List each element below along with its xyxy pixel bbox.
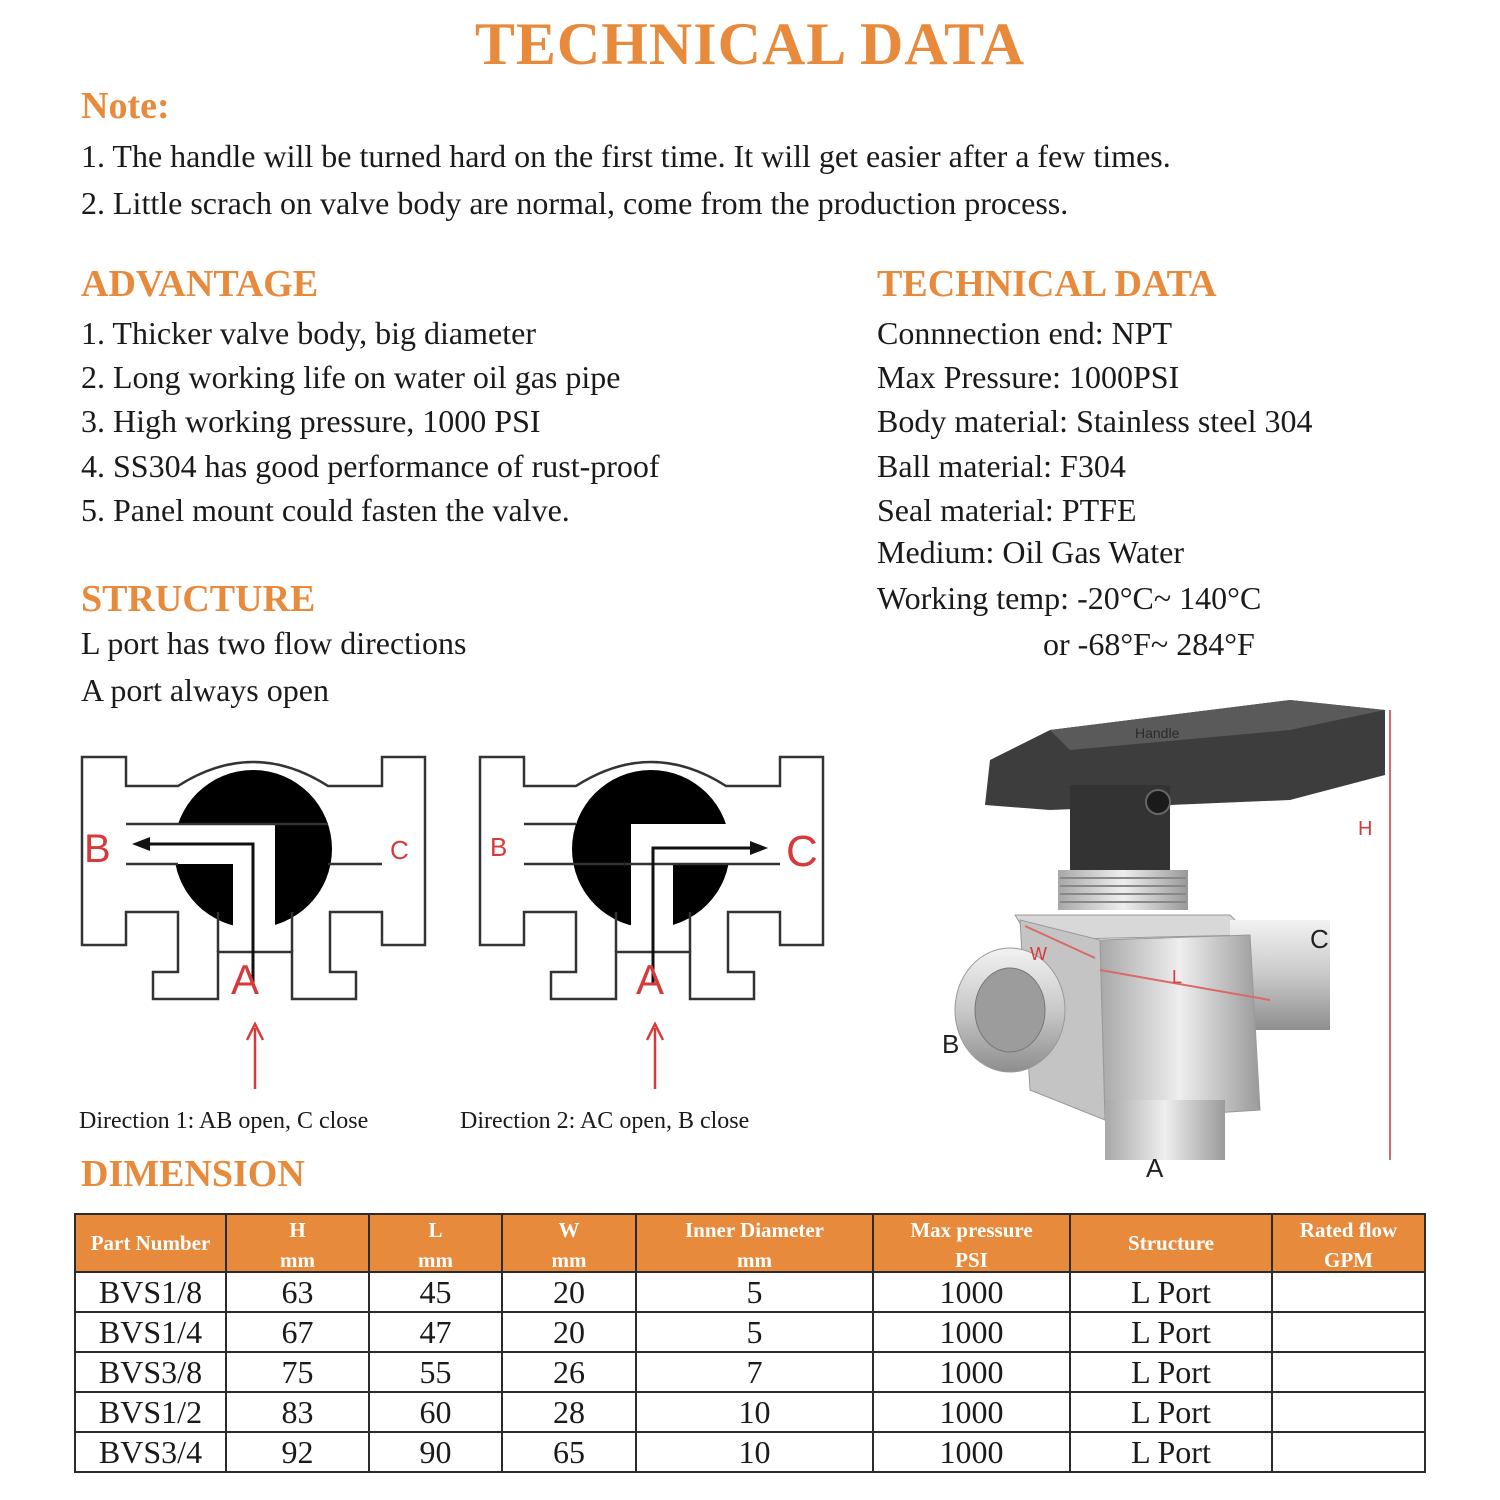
- cell-h: 75: [226, 1352, 369, 1392]
- cell-part-number: BVS1/2: [75, 1392, 226, 1432]
- valve-photo: [930, 690, 1410, 1190]
- table-row: [75, 1352, 1425, 1392]
- table-row: [75, 1312, 1425, 1352]
- direction-1-caption: Direction 1: AB open, C close: [79, 1108, 369, 1134]
- cell-structure: L Port: [1070, 1352, 1272, 1392]
- col-part-number: Part Number: [75, 1214, 226, 1272]
- note-item-2: 2. Little scrach on valve body are normal, come from the production process.: [81, 185, 1069, 221]
- col-max-pressure: Max pressure PSI: [873, 1214, 1070, 1272]
- cell-max-pressure: 1000: [873, 1352, 1070, 1392]
- structure-item-1: L port has two flow directions: [81, 625, 467, 661]
- technical-heading: TECHNICAL DATA: [877, 263, 1217, 305]
- cell-l: 55: [369, 1352, 502, 1392]
- h-label: H: [1358, 818, 1373, 840]
- cell-structure: L Port: [1070, 1392, 1272, 1432]
- port-a-label-1: A: [231, 956, 260, 1003]
- cell-max-pressure: 1000: [873, 1272, 1070, 1312]
- table-row: [75, 1272, 1425, 1312]
- cell-rated-flow: [1272, 1432, 1425, 1472]
- tech-working-temp: Working temp: -20°C~ 140°C: [877, 580, 1262, 616]
- tech-ball-material: Ball material: F304: [877, 448, 1126, 484]
- cell-rated-flow: [1272, 1392, 1425, 1432]
- cell-structure: L Port: [1070, 1312, 1272, 1352]
- advantage-item-5: 5. Panel mount could fasten the valve.: [81, 492, 570, 528]
- dimension-table: [74, 1213, 1426, 1473]
- port-b-label-1: B: [84, 827, 111, 871]
- dimension-heading: DIMENSION: [81, 1153, 305, 1195]
- cell-rated-flow: [1272, 1312, 1425, 1352]
- structure-item-2: A port always open: [81, 672, 329, 708]
- cell-l: 47: [369, 1312, 502, 1352]
- cell-part-number: BVS3/4: [75, 1432, 226, 1472]
- cell-w: 26: [502, 1352, 636, 1392]
- cell-w: 20: [502, 1312, 636, 1352]
- note-item-1: 1. The handle will be turned hard on the first time. It will get easier after a few times.: [81, 138, 1171, 174]
- cell-h: 92: [226, 1432, 369, 1472]
- col-rated-flow: Rated flow GPM: [1272, 1214, 1425, 1272]
- advantage-item-3: 3. High working pressure, 1000 PSI: [81, 403, 541, 439]
- set-screw: [1146, 790, 1170, 814]
- valve-body: [1100, 935, 1260, 1120]
- handle-text: Handle: [1135, 725, 1180, 741]
- port-b-label-2: B: [490, 832, 508, 862]
- cell-part-number: BVS3/8: [75, 1352, 226, 1392]
- tech-connection: Connnection end: NPT: [877, 315, 1173, 351]
- cell-l: 90: [369, 1432, 502, 1472]
- port-c-label-1: C: [390, 835, 409, 865]
- tech-medium: Medium: Oil Gas Water: [877, 534, 1184, 570]
- advantage-item-1: 1. Thicker valve body, big diameter: [81, 315, 536, 351]
- cell-max-pressure: 1000: [873, 1432, 1070, 1472]
- structure-heading: STRUCTURE: [81, 578, 316, 620]
- cell-part-number: BVS1/4: [75, 1312, 226, 1352]
- cell-inner-diameter: 7: [636, 1352, 873, 1392]
- flow-diagram-1: [78, 752, 430, 1097]
- cell-l: 60: [369, 1392, 502, 1432]
- tech-seal-material: Seal material: PTFE: [877, 492, 1137, 528]
- cell-rated-flow: [1272, 1352, 1425, 1392]
- photo-port-b-label: B: [942, 1029, 960, 1059]
- cell-structure: L Port: [1070, 1432, 1272, 1472]
- col-structure: Structure: [1070, 1214, 1272, 1272]
- table-row: [75, 1392, 1425, 1432]
- note-heading: Note:: [81, 85, 170, 127]
- cell-inner-diameter: 5: [636, 1272, 873, 1312]
- cell-structure: L Port: [1070, 1272, 1272, 1312]
- cell-w: 20: [502, 1272, 636, 1312]
- cell-inner-diameter: 10: [636, 1392, 873, 1432]
- panel-nut: [1058, 870, 1188, 910]
- cell-h: 83: [226, 1392, 369, 1432]
- cell-part-number: BVS1/8: [75, 1272, 226, 1312]
- photo-port-a-label: A: [1146, 1153, 1164, 1183]
- advantage-item-2: 2. Long working life on water oil gas pipe: [81, 359, 621, 395]
- l-label: L: [1172, 967, 1183, 987]
- cell-w: 65: [502, 1432, 636, 1472]
- cell-w: 28: [502, 1392, 636, 1432]
- cell-h: 63: [226, 1272, 369, 1312]
- col-w: W mm: [502, 1214, 636, 1272]
- flow-diagram-2: [476, 752, 828, 1097]
- tech-max-pressure: Max Pressure: 1000PSI: [877, 359, 1180, 395]
- cell-h: 67: [226, 1312, 369, 1352]
- cell-rated-flow: [1272, 1272, 1425, 1312]
- w-label: W: [1030, 944, 1047, 964]
- port-a-label-2: A: [636, 956, 665, 1003]
- advantage-heading: ADVANTAGE: [81, 263, 319, 305]
- col-inner-diameter: Inner Diameter mm: [636, 1214, 873, 1272]
- table-header-row: [75, 1214, 1425, 1272]
- advantage-item-4: 4. SS304 has good performance of rust-proof: [81, 448, 660, 484]
- tech-working-temp-f: or -68°F~ 284°F: [1043, 626, 1255, 662]
- col-h: H mm: [226, 1214, 369, 1272]
- cell-max-pressure: 1000: [873, 1392, 1070, 1432]
- port-c-label-2: C: [786, 827, 818, 876]
- cell-inner-diameter: 5: [636, 1312, 873, 1352]
- photo-port-c-label: C: [1310, 924, 1329, 954]
- port-b-bore: [975, 968, 1045, 1052]
- col-l: L mm: [369, 1214, 502, 1272]
- table-row: [75, 1432, 1425, 1472]
- cell-inner-diameter: 10: [636, 1432, 873, 1472]
- tech-body-material: Body material: Stainless steel 304: [877, 403, 1313, 439]
- cell-max-pressure: 1000: [873, 1312, 1070, 1352]
- direction-2-caption: Direction 2: AC open, B close: [460, 1108, 750, 1134]
- port-a-body: [1105, 1100, 1225, 1160]
- cell-l: 45: [369, 1272, 502, 1312]
- page-title: TECHNICAL DATA: [474, 11, 1026, 77]
